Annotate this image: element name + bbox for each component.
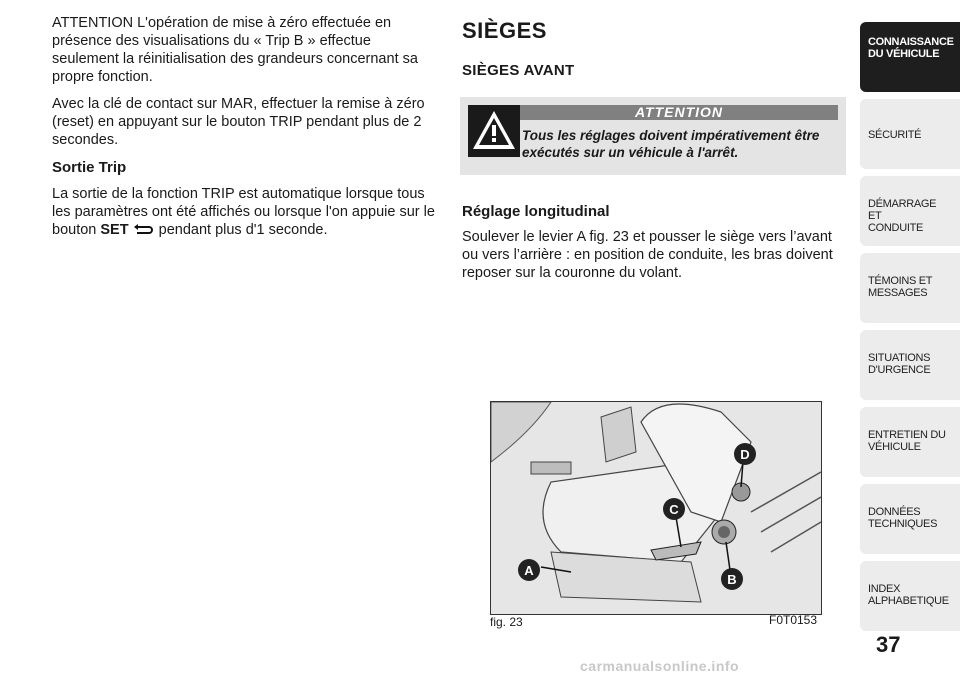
paragraph-sortie-trip	[52, 185, 440, 239]
left-column	[52, 14, 440, 248]
svg-text:C: C	[669, 502, 679, 517]
page-number: 37	[876, 632, 901, 657]
section-subtitle: SIÈGES AVANT	[462, 62, 575, 79]
set-return-arrow-icon	[131, 224, 153, 236]
tab-label-line2: VÉHICULE	[868, 441, 921, 453]
svg-text:A: A	[524, 563, 534, 578]
tab-label-line2: CONDUITE	[868, 222, 924, 234]
tab-donnees[interactable]	[860, 484, 960, 554]
heading-reglage: Réglage longitudinal	[462, 203, 610, 220]
set-button-label: SET	[100, 222, 129, 238]
warning-label: ATTENTION	[520, 105, 838, 120]
tab-label-line1: SITUATIONS	[868, 352, 931, 364]
label-a	[518, 559, 540, 581]
label-d	[734, 443, 756, 465]
label-b	[721, 568, 743, 590]
seat-illustration	[491, 402, 821, 614]
tab-label-line1: TÉMOINS ET	[868, 275, 933, 287]
section-title: SIÈGES	[462, 18, 547, 43]
tab-label-line1: DÉMARRAGE ET	[868, 198, 937, 222]
tab-situations[interactable]	[860, 330, 960, 400]
sortie-text-after: pendant plus d'1 seconde.	[158, 222, 328, 238]
chapter-sidebar	[860, 0, 960, 678]
right-column	[462, 14, 852, 282]
tab-index[interactable]	[860, 561, 960, 631]
tab-label-line2: TECHNIQUES	[868, 518, 938, 530]
warning-box	[460, 97, 846, 175]
sortie-text-before: La sortie de la fonction TRIP est automatique lorsque tous les paramètres ont été affichés ou lorsque l'on appuie sur le bouton	[52, 186, 435, 238]
seat-figure	[490, 401, 822, 615]
svg-text:B: B	[727, 572, 737, 587]
heading-sortie-trip: Sortie Trip	[52, 159, 127, 176]
tab-label-line1: ENTRETIEN DU	[868, 429, 946, 441]
tab-label-line2: D'URGENCE	[868, 364, 931, 376]
label-c	[663, 498, 685, 520]
tab-label-line1: CONNAISSANCE	[868, 36, 954, 48]
tab-demarrage[interactable]	[860, 176, 960, 246]
tab-label-line2: MESSAGES	[868, 287, 928, 299]
paragraph-reset-note: ATTENTION L'opération de mise à zéro effectuée en présence des visualisations du « Trip B » effectue seulement la réinitialisation des grandeurs concernant sa propre fonction.	[52, 15, 418, 85]
figure-caption: fig. 23	[490, 615, 523, 629]
tab-securite[interactable]	[860, 99, 960, 169]
paragraph-reglage: Soulever le levier A fig. 23 et pousser le siège vers l’avant ou vers l’arrière : en position de conduite, les bras doivent reposer sur la couronne du volant.	[462, 229, 833, 281]
paragraph-reset-instructions: Avec la clé de contact sur MAR, effectuer la remise à zéro (reset) en appuyant sur le bouton TRIP pendant plus de 2 secondes.	[52, 96, 425, 148]
watermark: carmanualsonline.info	[580, 658, 740, 674]
warning-triangle-icon	[468, 105, 520, 157]
tab-label-line2: DU VÉHICULE	[868, 48, 940, 60]
tab-entretien[interactable]	[860, 407, 960, 477]
tab-label-line1: SÉCURITÉ	[868, 129, 922, 141]
warning-text: Tous les réglages doivent impérativement être exécutés sur un véhicule à l'arrêt.	[522, 128, 820, 160]
tab-label-line2: ALPHABETIQUE	[868, 595, 949, 607]
tab-label-line1: INDEX	[868, 583, 901, 595]
tab-connaissance[interactable]	[860, 22, 960, 92]
figure-code: F0T0153	[769, 613, 818, 627]
tab-label-line1: DONNÉES	[868, 506, 921, 518]
svg-text:D: D	[740, 447, 750, 462]
tab-temoins[interactable]	[860, 253, 960, 323]
